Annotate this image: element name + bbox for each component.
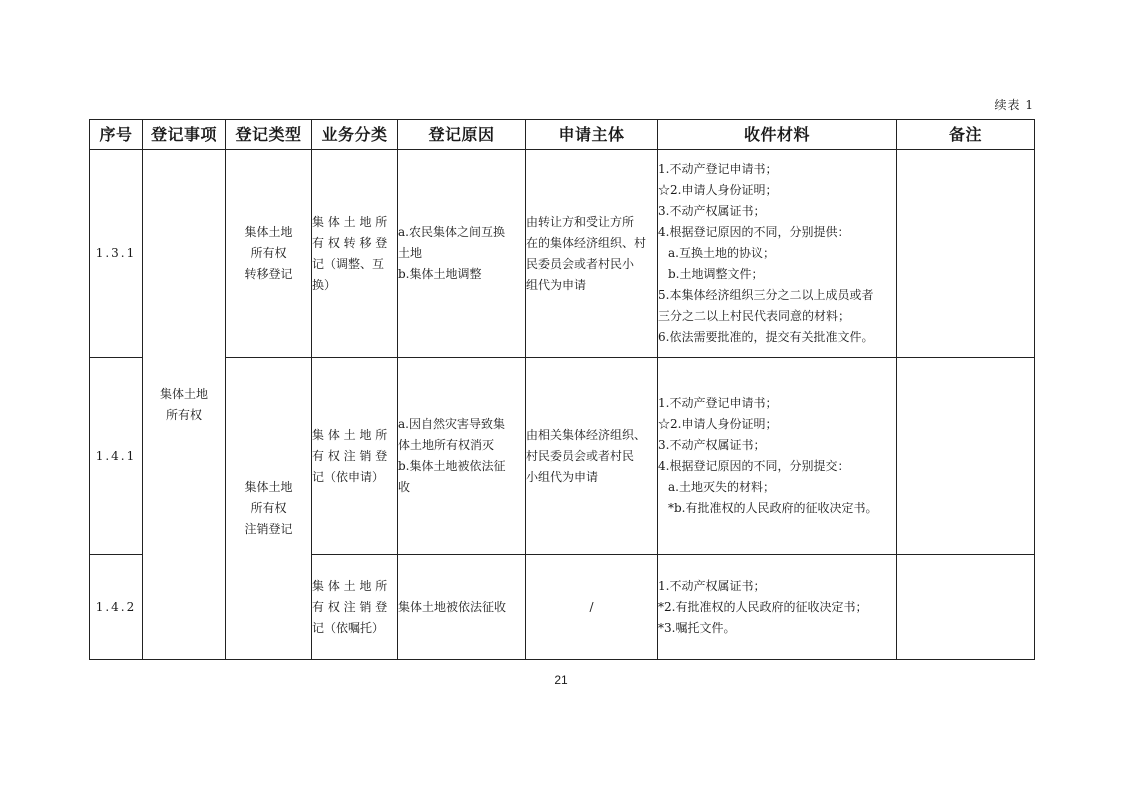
registration-type-line: 所有权: [250, 501, 287, 515]
registration-type: [226, 358, 312, 660]
continued-table-label: 续表 1: [994, 98, 1034, 112]
applicant-line: 组代为申请: [526, 277, 587, 292]
category-line: 集 体 土 地 所: [312, 427, 388, 442]
registration-item-text: [143, 384, 225, 426]
applicant-line: 民委员会或者村民小: [526, 256, 635, 271]
registration-item: [143, 150, 226, 660]
material-item: b.土地调整文件；: [668, 267, 764, 281]
business-category: [312, 358, 398, 555]
registration-type: [226, 150, 312, 358]
registration-type-line: 所有权: [250, 246, 287, 260]
applicant-line: 由相关集体经济组织、: [526, 427, 647, 442]
header-reason: 登记原因: [398, 120, 526, 150]
category-line: 记（依申请）: [312, 469, 385, 484]
material-item: *3.嘱托文件。: [658, 620, 736, 635]
row-seq: 1.4.2: [90, 555, 143, 660]
required-materials: [658, 150, 897, 358]
category-line: 集 体 土 地 所: [312, 214, 388, 229]
registration-item-label: 集体土地所有权: [160, 386, 209, 422]
registration-reason: [398, 555, 526, 660]
row-seq: 1.4.1: [90, 358, 143, 555]
applicant: [526, 150, 658, 358]
material-item: 1.不动产登记申请书；: [658, 162, 778, 176]
reason-line: 土地: [398, 246, 423, 260]
material-item: *b.有批准权的人民政府的征收决定书。: [668, 501, 878, 515]
table-row: [90, 358, 1035, 555]
remark-cell: [897, 358, 1035, 555]
header-item: 登记事项: [143, 120, 226, 150]
required-materials: [658, 555, 897, 660]
material-item: ☆2.申请人身份证明；: [658, 417, 778, 431]
reason-line: a.因自然灾害导致集: [398, 417, 505, 431]
row-seq: 1.3.1: [90, 150, 143, 358]
reason-line: b.集体土地被依法征: [398, 459, 506, 473]
registration-type-line: 转移登记: [244, 267, 293, 281]
reason-line: 体土地所有权消灭: [398, 438, 495, 452]
reason-line: 集体土地被依法征收: [398, 599, 507, 614]
material-item: 5.本集体经济组织三分之二以上成员或者: [658, 288, 874, 302]
material-item: 3.不动产权属证书；: [658, 438, 766, 452]
material-item: 三分之二以上村民代表同意的材料；: [658, 309, 851, 323]
applicant-line: 在的集体经济组织、村: [526, 235, 647, 250]
material-item: ☆2.申请人身份证明；: [658, 183, 778, 197]
table-header-row: [90, 120, 1035, 150]
header-type: 登记类型: [226, 120, 312, 150]
material-item: a.土地灭失的材料；: [668, 480, 775, 494]
remark-cell: [897, 150, 1035, 358]
material-item: 6.依法需要批准的，提交有关批准文件。: [658, 330, 874, 344]
material-item: 3.不动产权属证书；: [658, 204, 766, 218]
category-line: 换）: [312, 277, 337, 292]
business-category: [312, 150, 398, 358]
header-materials: 收件材料: [658, 120, 897, 150]
applicant: [526, 358, 658, 555]
header-remark: 备注: [897, 120, 1035, 150]
registration-type-line: 集体土地: [244, 480, 293, 494]
table-row: [90, 150, 1035, 358]
material-item: 4.根据登记原因的不同，分别提供：: [658, 225, 850, 239]
remark-cell: [897, 555, 1035, 660]
header-seq: 序号: [90, 120, 143, 150]
material-item: 1.不动产权属证书；: [658, 578, 766, 593]
material-item: 4.根据登记原因的不同，分别提交：: [658, 459, 850, 473]
reason-line: b.集体土地调整: [398, 267, 482, 281]
reason-line: 收: [398, 480, 411, 494]
registration-table: [89, 119, 1035, 660]
material-item: a.互换土地的协议；: [668, 246, 775, 260]
registration-type-line: 注销登记: [244, 522, 293, 536]
header-category: 业务分类: [312, 120, 398, 150]
applicant-line: 小组代为申请: [526, 469, 599, 484]
applicant-line: 由转让方和受让方所: [526, 214, 635, 229]
registration-type-line: 集体土地: [244, 225, 293, 239]
category-line: 有 权 注 销 登: [312, 448, 388, 463]
registration-reason: [398, 150, 526, 358]
category-line: 集 体 土 地 所: [312, 578, 388, 593]
business-category: [312, 555, 398, 660]
applicant-line: 村民委员会或者村民: [526, 448, 635, 463]
category-line: 有 权 转 移 登: [312, 235, 388, 250]
registration-reason: [398, 358, 526, 555]
page-number: 21: [554, 673, 568, 687]
required-materials: [658, 358, 897, 555]
header-applicant: 申请主体: [526, 120, 658, 150]
applicant: [526, 555, 658, 660]
applicant-line: /: [589, 599, 594, 614]
material-item: 1.不动产登记申请书；: [658, 396, 778, 410]
category-line: 记（依嘱托）: [312, 620, 385, 635]
reason-line: a.农民集体之间互换: [398, 225, 505, 239]
category-line: 记（调整、互: [312, 256, 385, 271]
material-item: *2.有批准权的人民政府的征收决定书；: [658, 599, 868, 614]
category-line: 有 权 注 销 登: [312, 599, 388, 614]
